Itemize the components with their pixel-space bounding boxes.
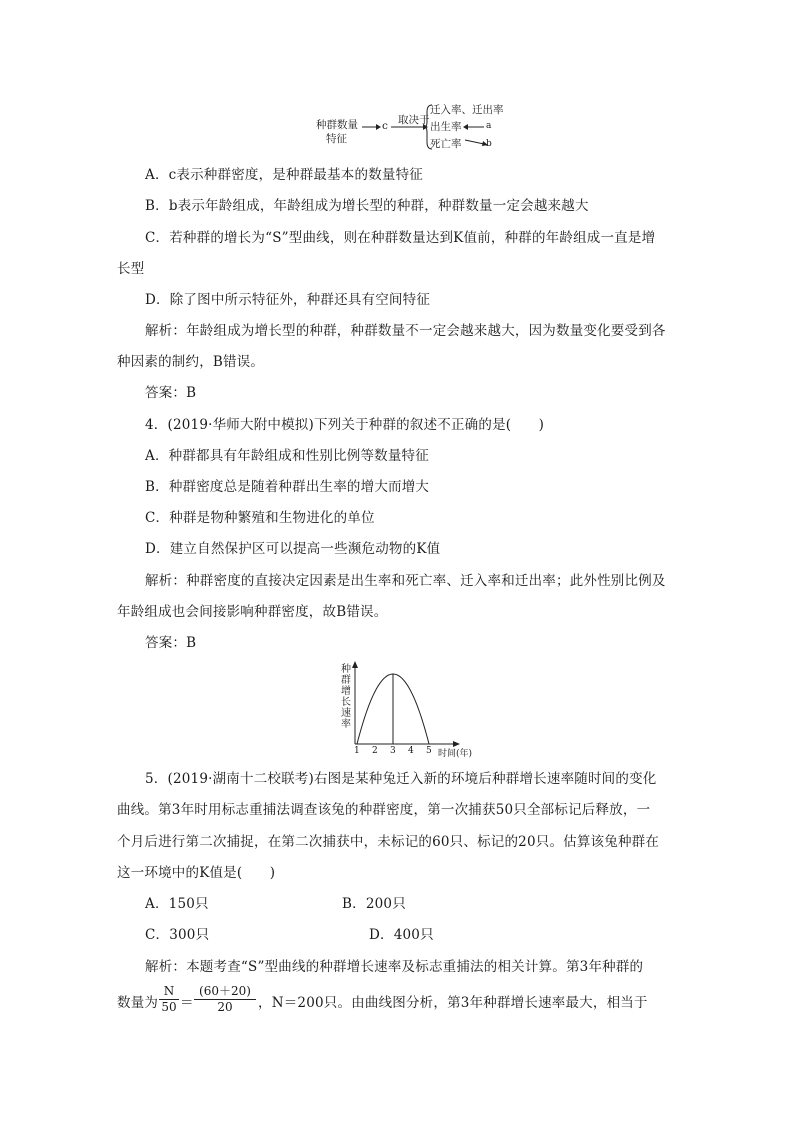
q4-answer: 答案：B	[145, 635, 197, 651]
q5-option-d: D．400只	[369, 927, 434, 943]
chart-tick-1: 1	[354, 746, 360, 756]
diagram-a-label: a	[486, 121, 492, 131]
q3-option-c-line1: C．若种群的增长为“S”型曲线，则在种群数量达到K值前，种群的年龄组成一直是增	[145, 230, 656, 246]
q5-stem-line4: 这一环境中的K值是( )	[117, 865, 276, 881]
q3-option-d: D．除了图中所示特征外，种群还具有空间特征	[145, 292, 431, 308]
diagram-b-label: b	[486, 139, 492, 149]
q3-analysis-line1: 解析：年龄组成为增长型的种群，种群数量不一定会越来越大，因为数量变化要受到各	[145, 323, 666, 339]
q5-fraction-1	[159, 984, 179, 1015]
q4-stem: 4．(2019·华师大附中模拟)下列关于种群的叙述不正确的是( )	[145, 417, 545, 433]
q3-option-a: A．c表示种群密度，是种群最基本的数量特征	[145, 167, 424, 183]
q5-equals: ＝	[180, 995, 194, 1011]
diagram-arrow-label: 取决于	[398, 114, 430, 126]
q3-analysis-line2: 种因素的制约，B错误。	[117, 354, 265, 370]
q4-analysis-line1: 解析：种群密度的直接决定因素是出生率和死亡率、迁入率和迁出率；此外性别比例及	[145, 573, 666, 589]
q3-option-c-line2: 长型	[117, 261, 145, 277]
q3-option-b: B．b表示年龄组成，年龄组成为增长型的种群，种群数量一定会越来越大	[145, 198, 589, 214]
q3-answer: 答案：B	[145, 385, 197, 401]
chart-tick-2: 2	[372, 746, 378, 756]
q5-stem-line2: 曲线。第3年时用标志重捕法调查该兔的种群密度，第一次捕获50只全部标记后释放，一	[117, 802, 651, 818]
q5-analysis-line1: 解析：本题考查“S”型曲线的种群增长速率及标志重捕法的相关计算。第3年种群的	[145, 959, 644, 975]
q4-option-c: C．种群是物种繁殖和生物进化的单位	[145, 510, 375, 526]
chart-xlabel: 时间(年)	[438, 749, 473, 759]
diagram-branch-3: 死亡率	[430, 138, 462, 150]
q5-fraction-2	[194, 984, 256, 1015]
q4-analysis-line2: 年龄组成也会间接影响种群密度，故B错误。	[117, 604, 388, 620]
diagram-branch-1: 迁入率、迁出率	[430, 104, 504, 116]
diagram-left-label-2: 特征	[326, 133, 347, 145]
q5-fraction-2-num: (60＋20)	[199, 984, 251, 998]
q5-fraction-2-den: 20	[194, 999, 256, 1015]
diagram-arrow-1	[362, 122, 382, 132]
chart-tick-4: 4	[408, 746, 414, 756]
q5-stem-line3: 个月后进行第二次捕捉，在第二次捕获中，未标记的60只、标记的20只。估算该兔种群在	[117, 834, 660, 850]
q5-analysis-suffix: ，N＝200只。由曲线图分析，第3年种群增长速率最大，相当于	[258, 995, 648, 1011]
q5-option-c: C．300只	[145, 927, 210, 943]
chart-svg	[340, 660, 460, 750]
q5-option-a: A．150只	[145, 896, 209, 912]
diagram-c-label: c	[382, 120, 388, 132]
q5-stem-line1: 5．(2019·湖南十二校联考)右图是某种兔迁入新的环境后种群增长速率随时间的变化	[145, 771, 657, 787]
q4-option-a: A．种群都具有年龄组成和性别比例等数量特征	[145, 448, 429, 464]
q4-option-d: D．建立自然保护区可以提高一些濒危动物的K值	[145, 541, 441, 557]
q4-option-b: B．种群密度总是随着种群出生率的增大而增大	[145, 479, 430, 495]
chart-tick-3: 3	[390, 746, 396, 756]
q5-fraction-1-den: 50	[159, 999, 179, 1015]
q5-analysis-prefix: 数量为	[117, 995, 159, 1011]
chart-y-arrow	[352, 661, 358, 668]
q5-option-b: B．200只	[342, 896, 406, 912]
q5-fraction-1-num: N	[163, 984, 175, 998]
chart-ylabel: 种群增长速率	[341, 664, 351, 730]
diagram-branch-2: 出生率	[430, 121, 462, 133]
diagram-left-label-1: 种群数量	[316, 119, 358, 131]
chart-tick-5: 5	[426, 746, 432, 756]
